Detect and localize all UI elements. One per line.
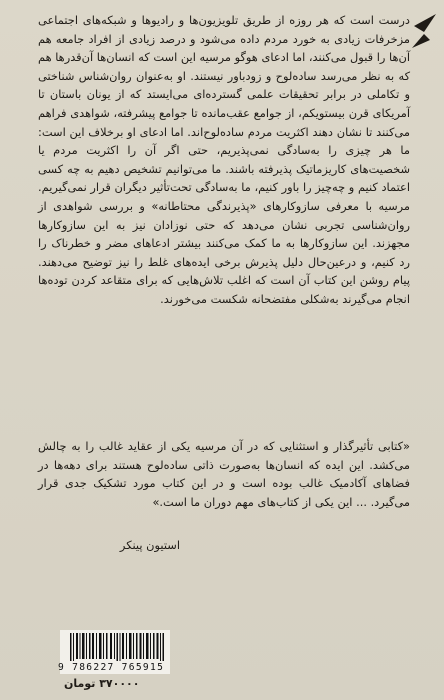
publisher-logo-icon xyxy=(410,14,436,50)
description-paragraph: درست است که هر روزه از طریق تلویزیون‌ها و رادیوها و شبکه‌های اجتماعی مزخرفات زیادی به خورد مردم داده می‌شود و درصد زیادی از افراد جامعه هم آن‌ها را قبول می‌کنند، اما ادعای هوگو مرسیه این است که انسان‌ها آن‌قدرها هم که به نظر می‌رسد ساده‌لوح و زودباور نیستند. او به‌عنوان روان‌شناس شناختی و تکاملی در برابر تحقیقات علمی گسترده‌ای می‌ایستد که از یونان باستان تا آمریکای قرن بیستویکم، از جوامع عقب‌مانده تا جوامع پیشرفته، شواهدی فراهم می‌کنند تا نشان دهند اکثریت مردم ساده‌لوح‌اند. اما ادعای او برخلاف این است: ما هر چیزی را به‌سادگی نمی‌پذیریم، حتی اگر آن را اکثریت مردم یا شخصیت‌های کاریزماتیک پذیرفته باشند. ما می‌توانیم تشخیص دهیم به چه کسی اعتماد کنیم و چه‌چیز را باور کنیم، ما به‌سادگی تحت‌تأثیر دیگران قرار نمی‌گیریم. مرسیه با معرفی سازوکارهای «پذیرندگی محتاطانه» و بررسی شواهدی از روان‌شناسی تجربی نشان می‌دهد که حتی نوزادان نیز به این سازوکارها مجهزند. این سازوکارها به ما کمک می‌کنند بیشتر ادعاهای مضر و خطرناک را رد کنیم، و درعین‌حال دلیل پذیرش برخی ایده‌های غلط را نیز توضیح می‌دهند. پیام روشن این کتاب آن است که اغلب تلاش‌هایی که برای متقاعد کردن توده‌ها انجام می‌گیرند به‌شکلی مفتضحانه شکست می‌خورند. xyxy=(38,13,410,306)
isbn-number: 9 786227 765915 xyxy=(58,662,165,673)
price-label: ۳۷۰۰۰۰ تومان xyxy=(64,677,140,690)
endorsement-quote: «کتابی تأثیرگذار و استثنایی که در آن مرسیه یکی از عقاید غالب را به چالش می‌کشد. این ایده که انسان‌ها به‌صورت ذاتی ساده‌لوح هستند برای دهه‌ها در فضاهای آکادمیک غالب بوده است و در این کتاب مورد تشکیک جدی قرار می‌گیرد. ... این یکی از کتاب‌های مهم دوران ما است.» xyxy=(38,439,410,509)
quote-author: استیون پینکر xyxy=(119,538,180,552)
barcode-icon xyxy=(70,633,166,661)
